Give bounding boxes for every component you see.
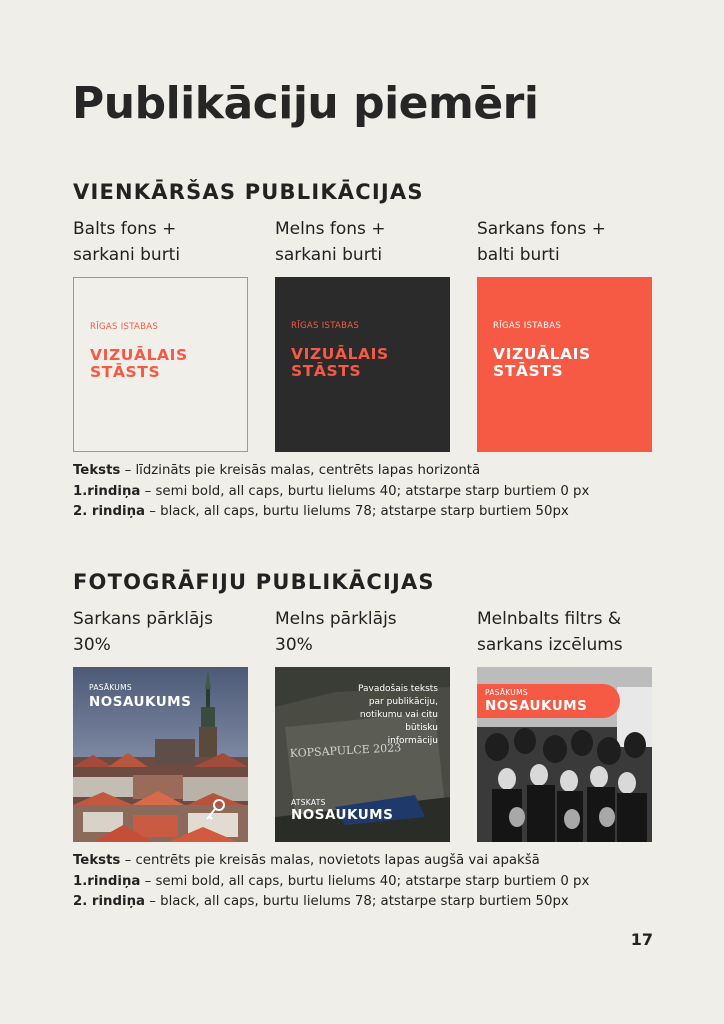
card-kicker: RĪGAS ISTABAS	[493, 321, 562, 331]
card-headline: VIZUĀLAIS STĀSTS	[90, 346, 188, 381]
column-label-black-overlay: Melns pārklājs 30%	[275, 609, 397, 655]
column-label-red: Sarkans fons + balti burti	[477, 219, 606, 265]
example-card-white	[73, 277, 248, 452]
spec-notes-photo	[73, 851, 589, 913]
column-label-white: Balts fons + sarkani burti	[73, 219, 181, 265]
photo-kicker: ATSKATS	[291, 798, 326, 807]
photo-card-riga	[73, 667, 248, 842]
side-text: Pavadošais teksts par publikāciju, notikumu vai citu būtisku informāciju	[357, 684, 438, 746]
spec-line: 1.rindiņa – semi bold, all caps, burtu lielums 40; atstarpe starp burtiem 0 px	[73, 483, 590, 499]
card-kicker: RĪGAS ISTABAS	[90, 322, 159, 332]
svg-text:KOPSAPULCE 2023: KOPSAPULCE 2023	[289, 741, 402, 760]
card-headline: VIZUĀLAIS STĀSTS	[493, 345, 591, 380]
card-headline: VIZUĀLAIS STĀSTS	[291, 345, 389, 380]
section-heading-photo: FOTOGRĀFIJU PUBLIKĀCIJAS	[73, 570, 435, 594]
photo-kicker: PASĀKUMS	[485, 688, 528, 697]
section-heading-simple: VIENKĀRŠAS PUBLIKĀCIJAS	[73, 180, 424, 204]
photo-kicker: PASĀKUMS	[89, 683, 132, 692]
photo-headline: NOSAUKUMS	[89, 694, 192, 710]
photo-card-group	[477, 667, 652, 842]
spec-line: 2. rindiņa – black, all caps, burtu lielums 78; atstarpe starp burtiem 50px	[73, 894, 569, 909]
column-label-red-overlay: Sarkans pārklājs 30%	[73, 609, 213, 655]
spec-line: Teksts – līdzināts pie kreisās malas, centrēts lapas horizontā	[73, 463, 481, 478]
photo-headline: NOSAUKUMS	[291, 807, 394, 823]
spec-line: Teksts – centrēts pie kreisās malas, novietots lapas augšā vai apakšā	[73, 853, 540, 868]
page-number: 17	[630, 930, 653, 949]
example-card-red	[477, 277, 652, 452]
page-title: Publikāciju piemēri	[72, 78, 539, 129]
column-label-black: Melns fons + sarkani burti	[275, 219, 386, 265]
photo-headline: NOSAUKUMS	[485, 698, 588, 714]
card-kicker: RĪGAS ISTABAS	[291, 321, 360, 331]
photo-card-kopsapulce	[275, 667, 450, 842]
spec-line: 2. rindiņa – black, all caps, burtu lielums 78; atstarpe starp burtiem 50px	[73, 504, 569, 519]
column-label-bw-filter: Melnbalts filtrs & sarkans izcēlums	[477, 609, 623, 655]
example-card-black	[275, 277, 450, 452]
spec-line: 1.rindiņa – semi bold, all caps, burtu lielums 40; atstarpe starp burtiem 0 px	[73, 873, 590, 889]
spec-notes-simple	[73, 461, 589, 523]
